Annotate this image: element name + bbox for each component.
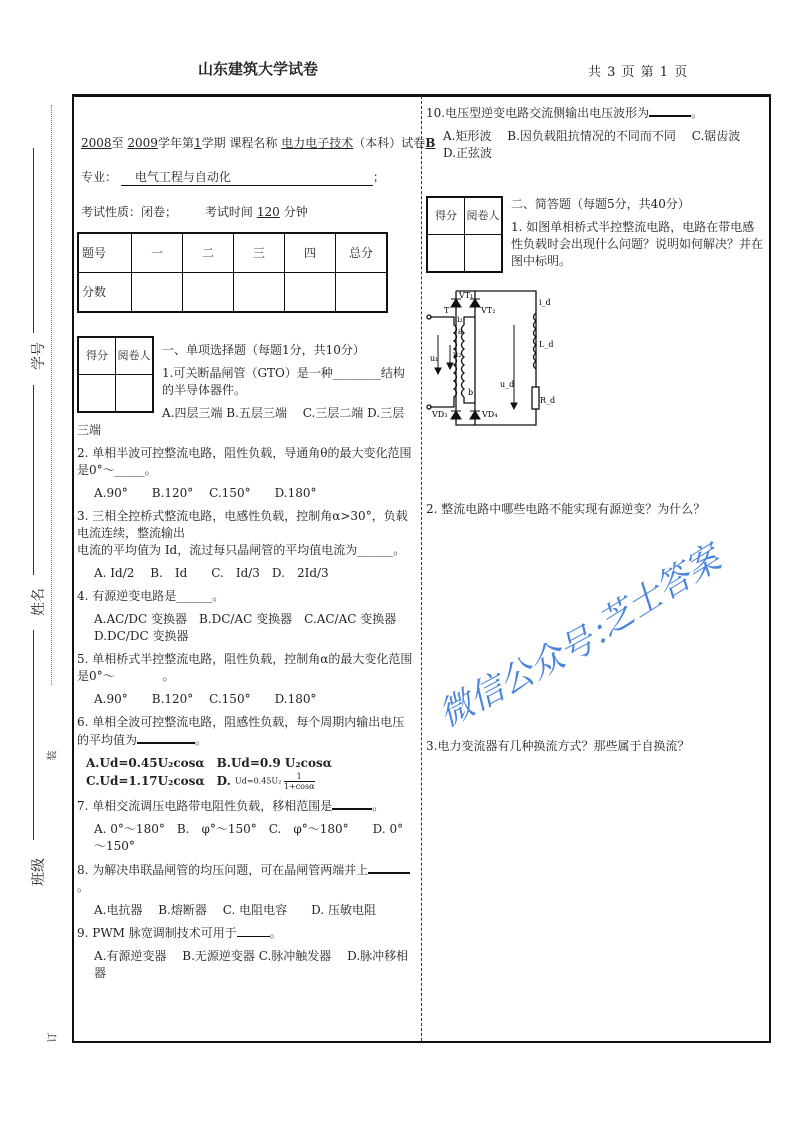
binding-mark-bottom: 订 (47, 1032, 59, 1043)
score-header: 三 (234, 233, 285, 273)
major-value: 电气工程与自动化 (121, 168, 373, 186)
section2-title: 二、简答题（每题5分，共40分） (511, 197, 690, 211)
question-10-text: 10.电压型逆变电路交流侧输出电压波形为 (426, 106, 650, 120)
formula-d (235, 772, 314, 791)
question-4-options: A.AC/DC 变换器 B.DC/AC 变换器 C.AC/AC 变换器 D.DC/DC 变换器 (94, 612, 413, 643)
question-5: 5. 单相桥式半控整流电路，阻性负载，控制角α的最大变化范围是0°～ 。 (77, 652, 413, 683)
section1-block (77, 336, 415, 988)
time-label: 考试时间 (204, 205, 253, 219)
score-header: 二 (183, 233, 234, 273)
grader-label: 阅卷人 (465, 197, 503, 235)
score-table (77, 232, 388, 313)
exam-info-line (81, 134, 435, 151)
to-label: 至 (111, 136, 124, 150)
score-cell[interactable] (132, 273, 183, 313)
label-Ld: L_d (539, 340, 554, 349)
question-2-options: A.90° B.120° C.150° D.180° (94, 486, 317, 500)
score-header: 一 (132, 233, 183, 273)
label-a: a (458, 327, 463, 336)
section1-title: 一、单项选择题（每题1分，共10分） (162, 343, 365, 357)
grader-cell[interactable] (116, 375, 154, 413)
label-VT1: VT₁ (459, 291, 474, 300)
question-3-line2: 电流的平均值为 Id，流过每只晶闸管的平均值电流为______。 (77, 543, 406, 557)
course-suffix: （本科）试卷 (353, 136, 426, 150)
major-label: 专业： (81, 170, 118, 184)
label-Rd: R_d (540, 396, 556, 405)
question-1: 1.可关断晶闸管（GTO）是一种________结构的半导体器件。 (162, 366, 405, 397)
school-title: 山东建筑大学试卷 (198, 60, 319, 78)
answer-blank (137, 731, 195, 744)
question-9-text: 9. PWM 脉宽调制技术可用于 (77, 926, 237, 940)
score-cell[interactable] (183, 273, 234, 313)
grader-cell[interactable] (465, 235, 503, 273)
question-8-options: A.电抗器 B.熔断器 C. 电阻电容 D. 压敏电阻 (94, 903, 376, 917)
major-line (81, 168, 385, 186)
question-8: 8. 为解决串联晶闸管的均压问题，可在晶闸管两端并上。 (77, 861, 415, 896)
label-T: T (444, 306, 450, 315)
question-4: 4. 有源逆变电路是______。 (77, 589, 225, 603)
student-id-label: 学号 (31, 342, 47, 370)
label-u2: u₂ (453, 350, 462, 359)
question-6-options (77, 755, 415, 791)
formula-fraction (284, 772, 315, 791)
label-VD4: VD₄ (482, 410, 498, 419)
exam-nature-line (81, 203, 308, 220)
score-cell[interactable] (336, 273, 388, 313)
label-ud: u_d (500, 380, 515, 389)
time-unit: 分钟 (283, 205, 308, 219)
score-header: 四 (285, 233, 336, 273)
column-divider (421, 96, 422, 1041)
year-start: 2008 (81, 136, 112, 150)
grader-label: 阅卷人 (116, 337, 154, 375)
short-question-2: 2. 整流电路中哪些电路不能实现有源逆变？为什么？ (426, 502, 706, 516)
formula-denominator: 1+cosα (283, 782, 315, 791)
score-header: 题号 (78, 233, 132, 273)
short-question-1-line1: 1. 如图单相桥式半控整流电路，电路在带电感性负载时会出现什 (511, 220, 755, 251)
answer-blank (332, 797, 372, 810)
answer-blank (368, 861, 410, 874)
question-3: 3. 三相全控桥式整流电路，电感性负载，控制角α>30°，负载电流连续，整流输出 (77, 509, 408, 540)
major-end: ； (372, 170, 385, 184)
course-name: 电力电子技术 (281, 136, 354, 150)
exam-nature: 考试性质：闭卷； (81, 205, 178, 219)
question-7: 7. 单相交流调压电路带电阻性负载，移相范围是 。 (77, 799, 385, 813)
score-label: 得分 (78, 337, 116, 375)
score-row-label: 分数 (78, 273, 132, 313)
term: 1 (193, 136, 202, 150)
name-line (33, 385, 34, 575)
short-question-1-line2: 么问题？说明如何解决？并在图中标明。 (511, 237, 764, 268)
student-id-line (33, 148, 34, 333)
question-6-options-text: A.Ud=0.45U₂cosα B.Ud=0.9 U₂cosα C.Ud=1.17U₂cosα D. (86, 756, 332, 788)
question-7-options: A. 0°～180° B. φ°～150° C. φ°～180° D. 0°～150° (94, 822, 404, 853)
term-label: 学期 课程名称 (201, 136, 278, 150)
question-5-options: A.90° B.120° C.150° D.180° (94, 692, 317, 706)
half-controlled-bridge-circuit (426, 285, 556, 431)
score-cell[interactable] (234, 273, 285, 313)
question-2: 2. 单相半波可控整流电路，阻性负载，导通角θ的最大变化范围是0°～_____。 (77, 446, 412, 477)
question-8-text: 8. 为解决串联晶闸管的均压问题，可在晶闸管两端并上 (77, 863, 369, 877)
exam-time: 120 (256, 205, 280, 219)
question-10: 10.电压型逆变电路交流侧输出电压波形为 。 (426, 106, 704, 120)
question-1-options: A.四层三端 B.五层三端 C.三层二端 D.三层三端 (77, 406, 405, 437)
score-label: 得分 (427, 197, 465, 235)
answer-blank (649, 104, 691, 117)
grader-box-1 (77, 336, 154, 413)
question-10-options: A.矩形波 B.因负载阻抗情况的不同而不同 C.锯齿波 D.正弦波 (443, 129, 765, 160)
binding-mark-top: 装 (47, 750, 59, 761)
label-b: b (468, 388, 474, 397)
page-info: 共 3 页 第 1 页 (588, 65, 688, 80)
binding-dotted-line (51, 105, 52, 685)
question-6-text: 6. 单相全波可控整流电路，阻感性负载，每个周期内输出电压的平均值为 (77, 715, 405, 747)
question-6: 6. 单相全波可控整流电路，阻感性负载，每个周期内输出电压的平均值为 。 (77, 715, 405, 747)
circuit-wrapper (426, 277, 764, 436)
name-label: 姓名 (31, 588, 47, 616)
score-cell[interactable] (78, 375, 116, 413)
year-end: 2009 (127, 136, 158, 150)
year-label: 学年第 (157, 136, 194, 150)
answer-blank (237, 925, 270, 937)
grader-box-2 (426, 196, 503, 273)
label-i2: i₂ (457, 315, 463, 324)
label-id: i_d (539, 298, 551, 307)
label-VD3: VD₃ (432, 410, 448, 419)
label-VT2: VT₂ (481, 306, 496, 315)
watermark-text-2: 芝士答案 (591, 538, 728, 645)
question-7-text: 7. 单相交流调压电路带电阻性负载，移相范围是 (77, 799, 333, 813)
class-line (33, 630, 34, 840)
formula-main: Ud=0.45U₂ (235, 776, 282, 786)
score-cell[interactable] (285, 273, 336, 313)
right-column-block (426, 104, 764, 436)
question-9-options: A.有源逆变器 B.无源逆变器 C.脉冲触发器 D.脉冲移相器 (94, 949, 409, 980)
label-u1: u₁ (430, 354, 439, 363)
formula-numerator: 1 (284, 772, 315, 782)
watermark-text-1: 微信公众号： (432, 604, 632, 736)
paper-version: B (425, 136, 436, 150)
class-label: 班级 (31, 858, 47, 886)
score-cell[interactable] (427, 235, 465, 273)
question-9: 9. PWM 脉宽调制技术可用于 。 (77, 926, 282, 940)
score-header: 总分 (336, 233, 388, 273)
short-question-3: 3.电力变流器有几种换流方式？那些属于自换流？ (426, 739, 690, 753)
question-3-options: A. Id/2 B. Id C. Id/3 D. 2Id/3 (94, 566, 329, 580)
